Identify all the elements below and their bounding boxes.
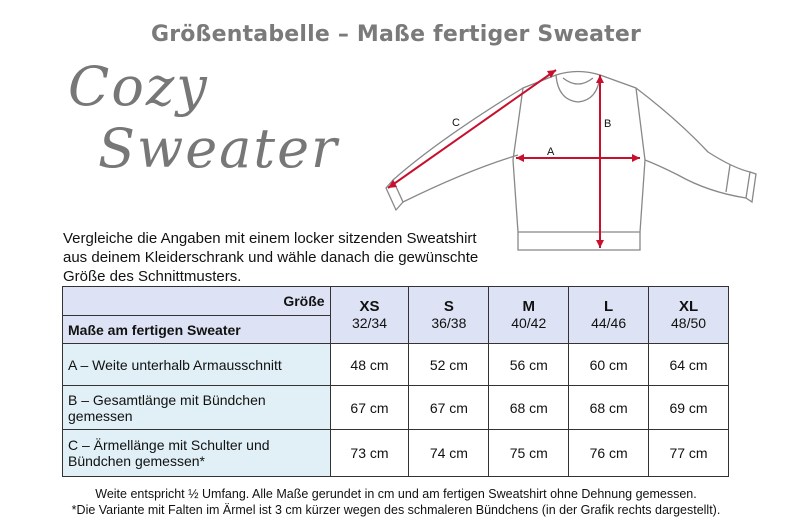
size-range: 44/46 — [591, 315, 627, 331]
logo-line-1: Cozy — [68, 55, 209, 118]
table-row — [63, 430, 729, 477]
measure-header: Maße am fertigen Sweater — [68, 321, 241, 338]
table-cell: 48 cm — [330, 344, 409, 386]
size-col-m — [489, 287, 569, 344]
table-cell: 76 cm — [569, 430, 649, 477]
size-range: 48/50 — [671, 315, 707, 331]
table-cell: 64 cm — [649, 344, 729, 386]
label-b: B — [604, 118, 612, 130]
table-cell: 68 cm — [489, 386, 569, 430]
row-label: C – Ärmellänge mit Schulter und Bündchen gemessen* — [63, 430, 331, 477]
table-cell: 60 cm — [569, 344, 649, 386]
table-row — [63, 344, 729, 386]
row-label: B – Gesamtlänge mit Bündchen gemessen — [63, 386, 331, 430]
table-cell: 56 cm — [489, 344, 569, 386]
logo-line-2: Sweater — [98, 117, 339, 180]
size-col-xl — [649, 287, 729, 344]
table-cell: 73 cm — [330, 430, 409, 477]
size-name: S — [443, 298, 454, 315]
size-name: M — [522, 298, 535, 315]
sweater-outline — [386, 72, 756, 251]
size-header: Größe — [63, 289, 330, 316]
table-cell: 74 cm — [409, 430, 489, 477]
header-label-cell — [63, 287, 331, 344]
page-title: Größentabelle – Maße fertiger Sweater — [150, 22, 642, 47]
size-range: 36/38 — [431, 315, 467, 331]
size-col-xs — [330, 287, 409, 344]
table-cell: 68 cm — [569, 386, 649, 430]
size-table — [62, 286, 729, 477]
table-header-row — [63, 287, 729, 344]
measure-arrows — [388, 70, 640, 248]
size-range: 32/34 — [351, 315, 388, 331]
size-col-s — [409, 287, 489, 344]
row-label: A – Weite unterhalb Armausschnitt — [63, 344, 331, 386]
size-col-l — [569, 287, 649, 344]
arrow-c — [388, 70, 556, 188]
size-name: XS — [359, 298, 380, 315]
footnote-1: Weite entspricht ½ Umfang. Alle Maße gerundet in cm und am fertigen Sweatshirt ohne Dehnung gemessen. — [95, 487, 697, 501]
cozy-sweater-logo — [58, 55, 339, 205]
label-a: A — [547, 146, 555, 158]
table-cell: 52 cm — [409, 344, 489, 386]
size-range: 40/42 — [511, 315, 547, 331]
table-row — [63, 386, 729, 430]
footnote-2: *Die Variante mit Falten im Ärmel ist 3 cm kürzer wegen des schmaleren Bündchens (in der Grafik rechts dargestellt). — [71, 503, 721, 517]
size-name: XL — [678, 298, 699, 315]
table-cell: 77 cm — [649, 430, 729, 477]
table-cell: 67 cm — [330, 386, 409, 430]
table-cell: 67 cm — [409, 386, 489, 430]
size-name: L — [604, 298, 614, 315]
table-cell: 69 cm — [649, 386, 729, 430]
label-c: C — [452, 117, 460, 129]
table-cell: 75 cm — [489, 430, 569, 477]
intro-text: Vergleiche die Angaben mit einem locker sitzenden Sweatshirt aus deinem Kleiderschrank und wähle danach die gewünschte Größe des Schnittmusters. — [63, 230, 479, 285]
